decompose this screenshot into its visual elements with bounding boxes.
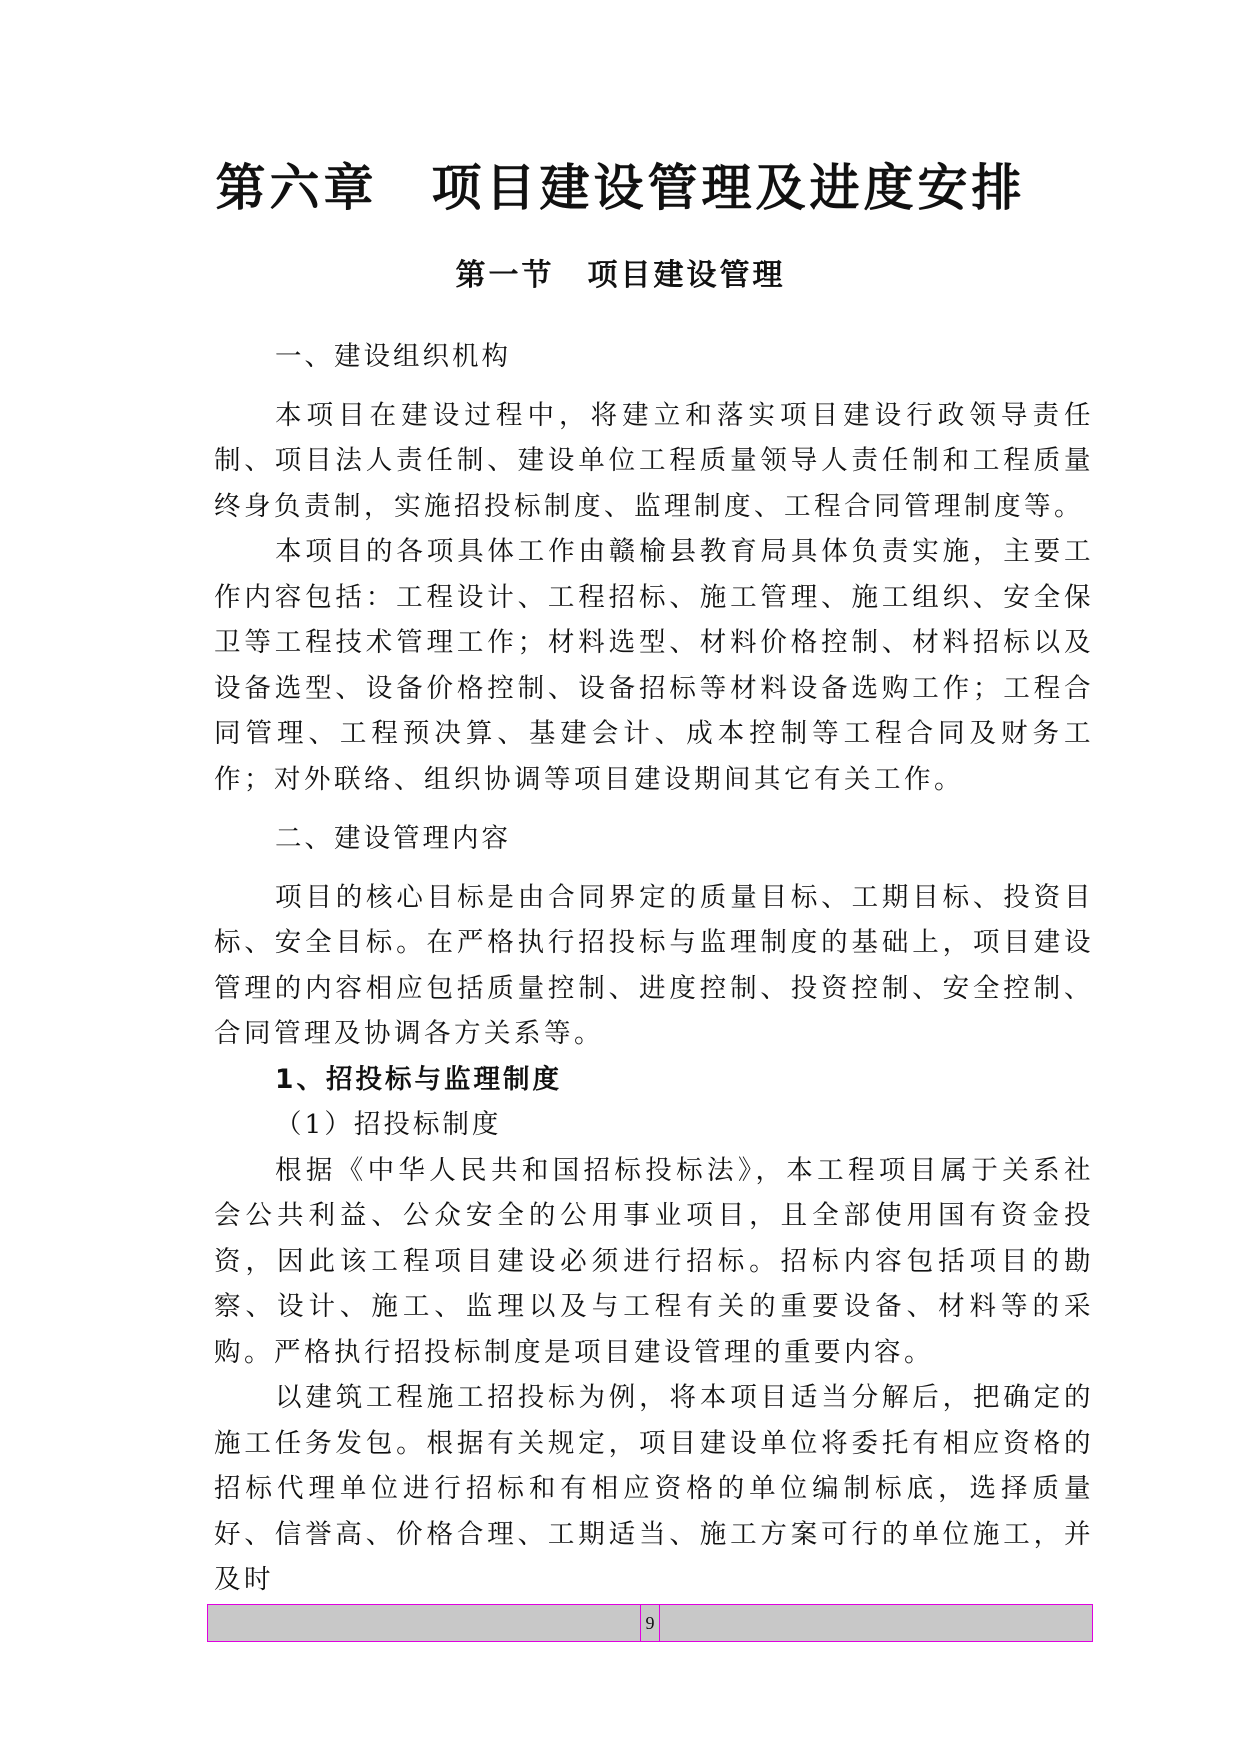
paragraph: 以建筑工程施工招投标为例，将本项目适当分解后，把确定的施工任务发包。根据有关规定，项目建设单位将委托有相应资格的招标代理单位进行招标和有相应资格的单位编制标底，选择质量好、信誉高、价格合理、工期适当、施工方案可行的单位施工，并及时 bbox=[214, 1382, 1094, 1595]
paragraph: 本项目的各项具体工作由赣榆县教育局具体负责实施，主要工作内容包括：工程设计、工程招标、施工管理、施工组织、安全保卫等工程技术管理工作；材料选型、材料价格控制、材料招标以及设备选型、设备价格控制、设备招标等材料设备选购工作；工程合同管理、工程预决算、基建会计、成本控制等工程合同及财务工作；对外联络、组织协调等项目建设期间其它有关工作。 bbox=[214, 536, 1094, 795]
paragraph: 根据《中华人民共和国招标投标法》，本工程项目属于关系社会公共利益、公众安全的公用事业项目，且全部使用国有资金投资，因此该工程项目建设必须进行招标。招标内容包括项目的勘察、设计、施工、监理以及与工程有关的重要设备、材料等的采购。严格执行招投标制度是项目建设管理的重要内容。 bbox=[214, 1154, 1094, 1368]
heading-bidding-system: （1）招投标制度 bbox=[275, 1109, 502, 1140]
heading-bidding-supervision: 1、招投标与监理制度 bbox=[275, 1063, 562, 1095]
body-text bbox=[214, 334, 1094, 1603]
page-number: 9 bbox=[640, 1604, 660, 1642]
paragraph: 本项目在建设过程中，将建立和落实项目建设行政领导责任制、项目法人责任制、建设单位工程质量领导人责任制和工程质量终身负责制，实施招投标制度、监理制度、工程合同管理制度等。 bbox=[214, 399, 1094, 522]
chapter-title: 第六章 项目建设管理及进度安排 bbox=[215, 159, 1026, 217]
heading-management-content: 二、建设管理内容 bbox=[275, 823, 511, 854]
heading-organization: 一、建设组织机构 bbox=[275, 341, 511, 372]
paragraph: 项目的核心目标是由合同界定的质量目标、工期目标、投资目标、安全目标。在严格执行招投标与监理制度的基础上，项目建设管理的内容相应包括质量控制、进度控制、投资控制、安全控制、合同管理及协调各方关系等。 bbox=[214, 881, 1094, 1049]
section-title: 第一节 项目建设管理 bbox=[455, 258, 786, 293]
